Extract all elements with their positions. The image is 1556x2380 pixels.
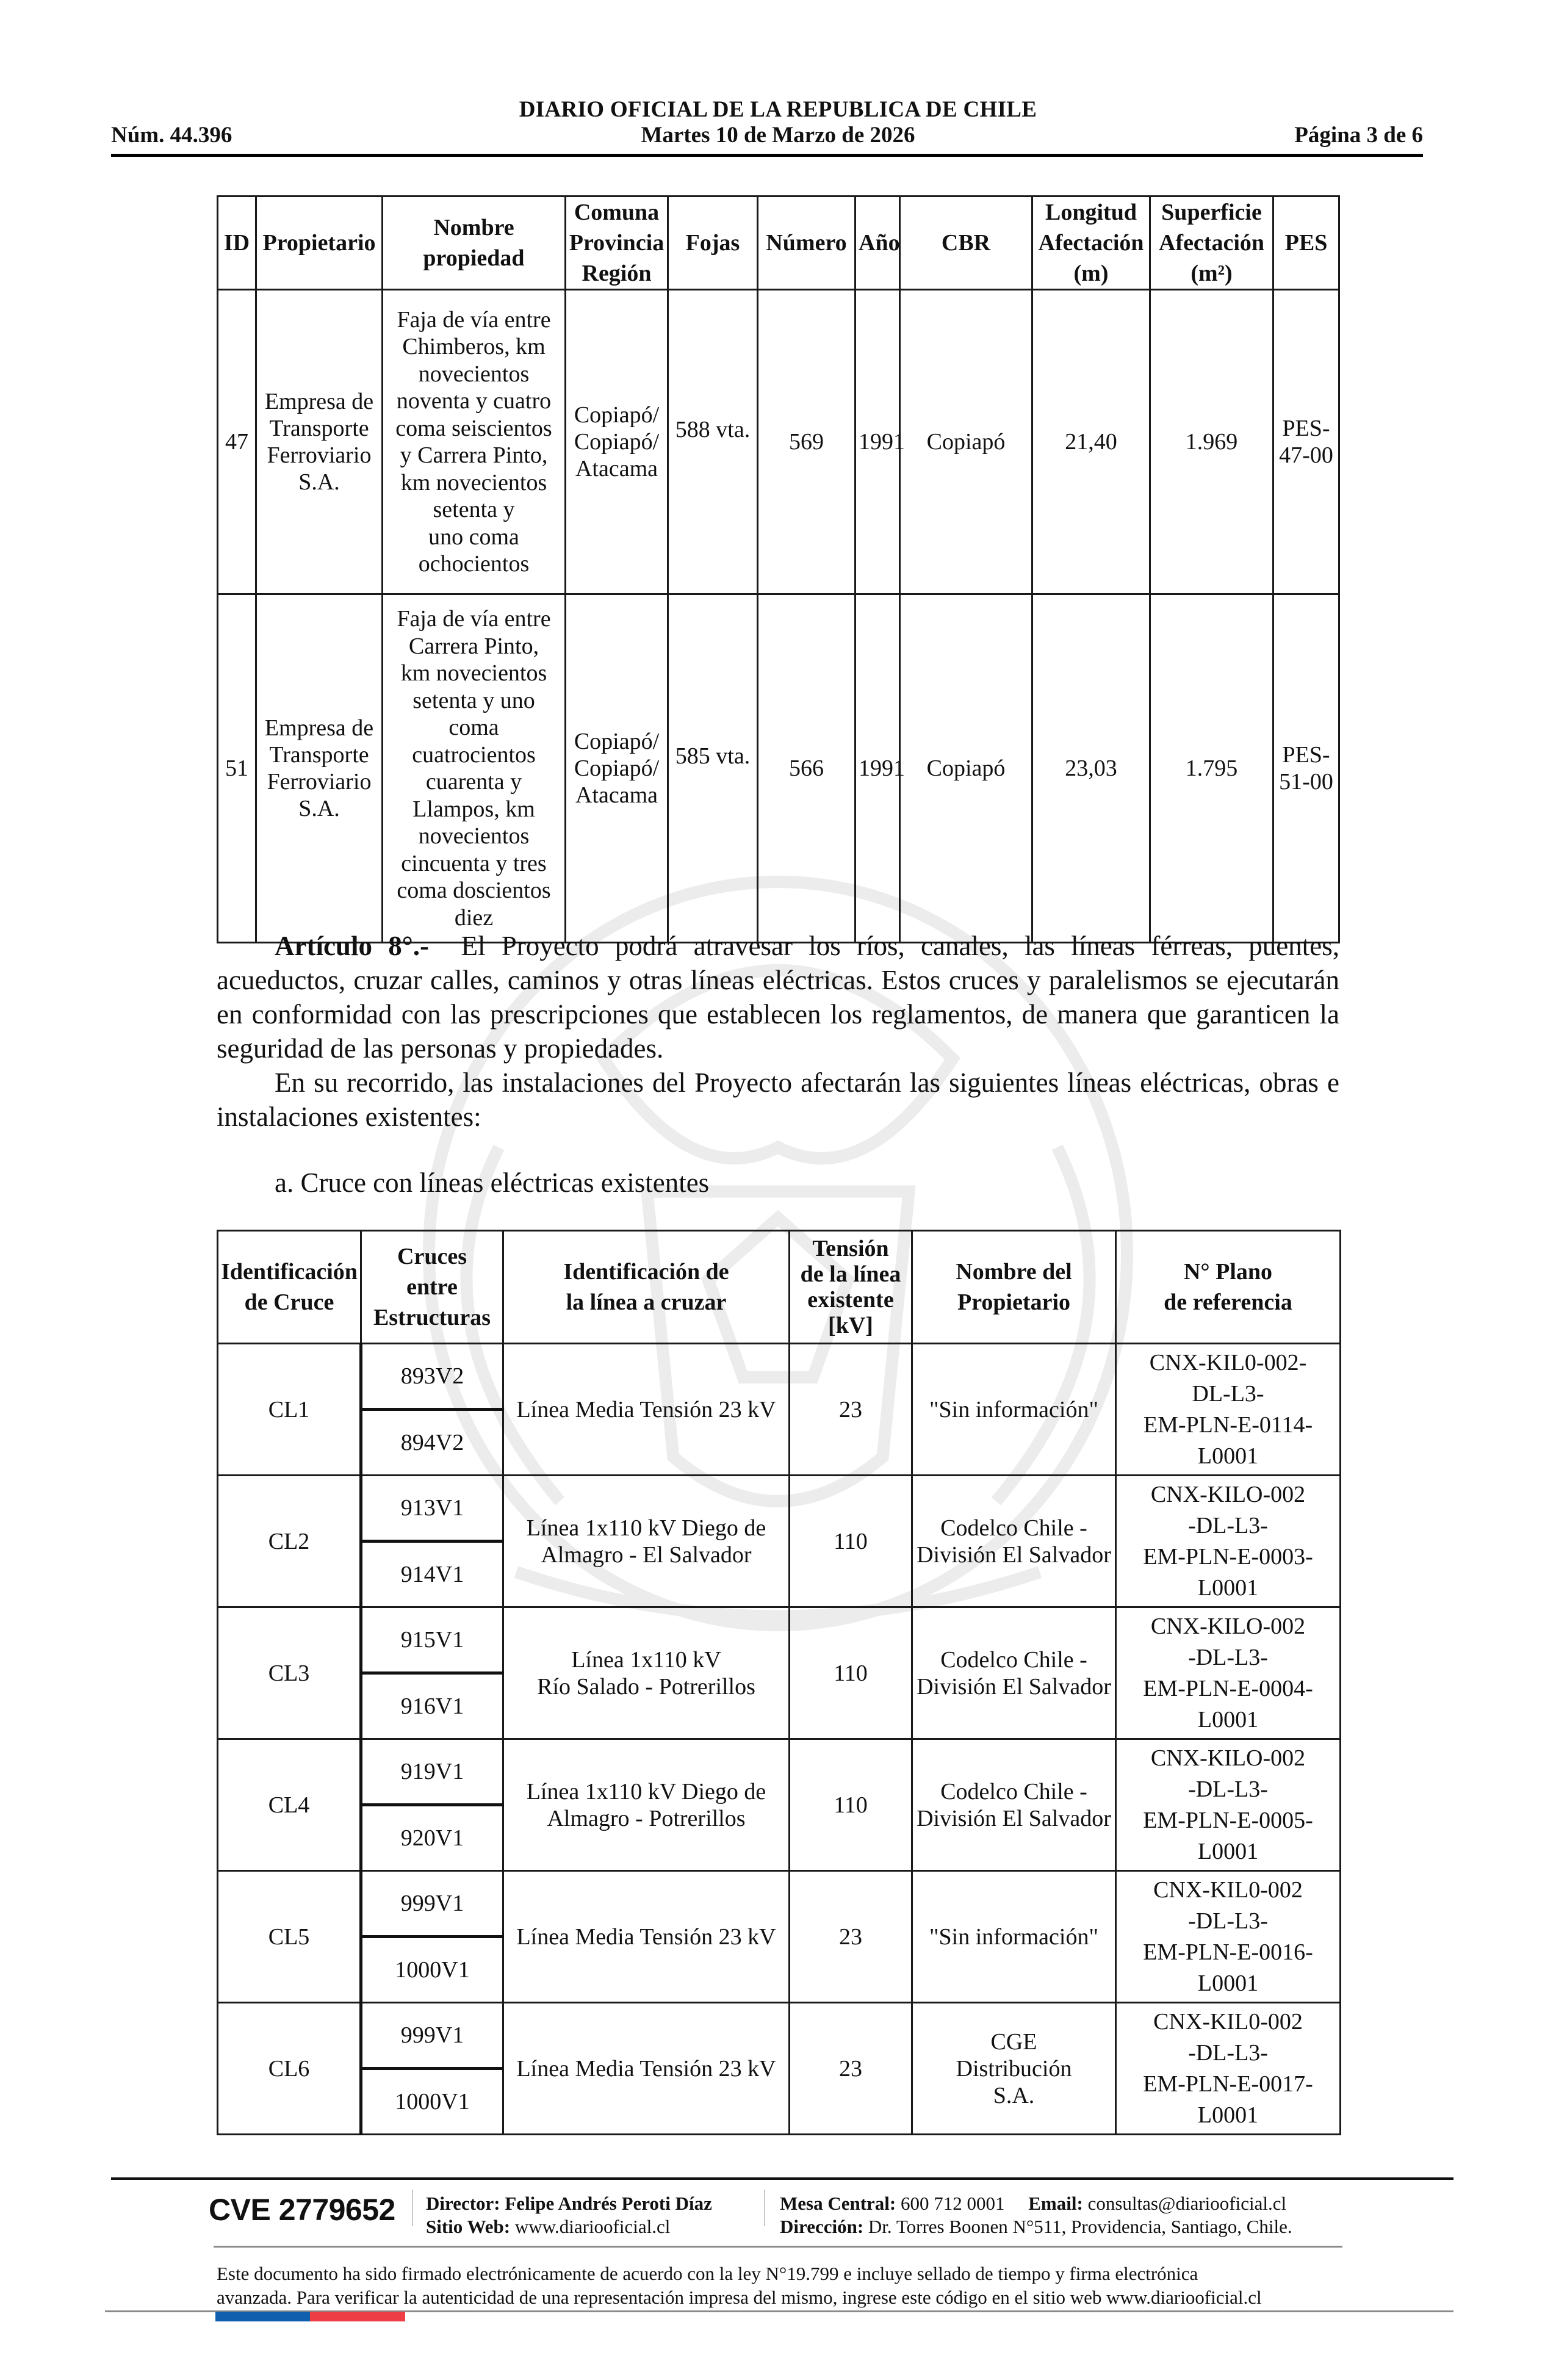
cell-crossing-id: CL6 — [218, 2003, 361, 2135]
cell-superficie: 1.795 — [1150, 594, 1273, 943]
table-row — [218, 1607, 1341, 1673]
cell-structure-from: 915V1 — [361, 1607, 503, 1673]
cell-fojas: 585 vta. — [668, 594, 758, 943]
cell-crossing-id: CL5 — [218, 1871, 361, 2003]
cell-superficie: 1.969 — [1150, 290, 1273, 594]
cell-cbr: Copiapó — [900, 290, 1032, 594]
cell-plan-reference: CNX-KIL0-002 -DL-L3- EM-PLN-E-0016- L0001 — [1116, 1871, 1341, 2003]
col-header-id: ID — [218, 197, 256, 290]
cell-structure-to: 920V1 — [361, 1805, 503, 1871]
address-label: Dirección: — [780, 2216, 864, 2237]
address-value: Dr. Torres Boonen N°511, Providencia, Santiago, Chile. — [868, 2216, 1292, 2237]
cell-voltage: 110 — [790, 1476, 912, 1607]
web-link[interactable]: www.diariooficial.cl — [514, 2216, 671, 2237]
page-indicator: Página 3 de 6 — [1294, 123, 1423, 148]
issue-date: Martes 10 de Marzo de 2026 — [641, 123, 915, 148]
table-row — [218, 1871, 1341, 1937]
cell-fojas: 588 vta. — [668, 290, 758, 594]
header-divider — [111, 154, 1423, 157]
cell-cbr: Copiapó — [900, 594, 1032, 943]
table-row — [218, 2003, 1341, 2069]
col-header-propietario: Nombre del Propietario — [912, 1231, 1116, 1344]
cell-voltage: 110 — [790, 1739, 912, 1871]
col-header-cruces-estructuras: Cruces entre Estructuras — [361, 1231, 503, 1344]
cell-structure-from: 999V1 — [361, 1871, 503, 1937]
cell-id: 51 — [218, 594, 256, 943]
cell-voltage: 110 — [790, 1607, 912, 1739]
footer-separator — [764, 2190, 765, 2226]
cell-plan-reference: CNX-KIL0-002 -DL-L3- EM-PLN-E-0017- L0001 — [1116, 2003, 1341, 2135]
article-text: El Proyecto podrá atravesar los ríos, canales, las líneas férreas, puentes, acueductos, cruzar calles, caminos y otras líneas eléctricas. Estos cruces y paralelismos se ejecutarán en conformidad con las prescripciones que establecen los reglamentos, de manera que garanticen la seguridad de las personas y propiedades. — [217, 931, 1340, 1064]
cell-numero: 569 — [758, 290, 855, 594]
col-header-longitud: Longitud Afectación (m) — [1032, 197, 1150, 290]
cell-comuna: Copiapó/ Copiapó/ Atacama — [566, 290, 668, 594]
cell-line-name: Línea 1x110 kV Diego de Almagro - Potrerillos — [503, 1739, 790, 1871]
cell-id: 47 — [218, 290, 256, 594]
cell-numero: 566 — [758, 594, 855, 943]
cell-plan-reference: CNX-KILO-002 -DL-L3- EM-PLN-E-0003- L0001 — [1116, 1476, 1341, 1607]
cell-structure-to: 916V1 — [361, 1673, 503, 1739]
cell-plan-reference: CNX-KILO-002 -DL-L3- EM-PLN-E-0004- L0001 — [1116, 1607, 1341, 1739]
phone-label: Mesa Central: — [780, 2193, 896, 2214]
cell-anio: 1991 — [855, 290, 900, 594]
article-8-paragraph — [217, 929, 1339, 1066]
cve-code: CVE 2779652 — [209, 2193, 395, 2227]
cell-line-name: Línea Media Tensión 23 kV — [503, 2003, 790, 2135]
article-label: Artículo 8°.- — [275, 931, 429, 961]
phone-value: 600 712 0001 — [901, 2193, 1005, 2214]
footer-separator — [412, 2190, 413, 2226]
col-header-propietario: Propietario — [256, 197, 383, 290]
col-header-pes: PES — [1273, 197, 1339, 290]
col-header-cbr: CBR — [900, 197, 1032, 290]
newspaper-title: DIARIO OFICIAL DE LA REPUBLICA DE CHILE — [519, 97, 1037, 122]
cell-crossing-id: CL2 — [218, 1476, 361, 1607]
cell-owner: "Sin información" — [912, 1871, 1116, 2003]
cell-structure-from: 999V1 — [361, 2003, 503, 2069]
issue-number: Núm. 44.396 — [111, 123, 232, 148]
cell-structure-to: 914V1 — [361, 1542, 503, 1607]
cell-comuna: Copiapó/ Copiapó/ Atacama — [566, 594, 668, 943]
col-header-plano: N° Plano de referencia — [1116, 1231, 1341, 1344]
section-a-heading: a. Cruce con líneas eléctricas existentes — [275, 1167, 710, 1198]
cell-plan-reference: CNX-KILO-002 -DL-L3- EM-PLN-E-0005- L0001 — [1116, 1739, 1341, 1871]
col-header-identificacion-cruce: Identificación de Cruce — [218, 1231, 361, 1344]
table-row — [218, 1476, 1341, 1542]
cell-owner: "Sin información" — [912, 1344, 1116, 1476]
table-row — [218, 594, 1339, 943]
cell-nombre-propiedad: Faja de vía entre Chimberos, km novecientos noventa y cuatro coma seiscientos y Carrera Pinto, km novecientos setenta y uno coma ochocientos — [383, 290, 566, 594]
footer-divider-top — [111, 2177, 1453, 2180]
footer-divider-mid — [214, 2246, 1342, 2248]
crossings-header-row — [218, 1231, 1341, 1344]
cell-nombre-propiedad: Faja de vía entre Carrera Pinto, km novecientos setenta y uno coma cuatrocientos cuarenta y Llampos, km novecientos cincuenta y tres coma doscientos diez — [383, 594, 566, 943]
email-link[interactable]: consultas@diariooficial.cl — [1087, 2193, 1287, 2214]
footer-director-block — [426, 2192, 712, 2238]
properties-table — [217, 195, 1340, 943]
flag-stripe-blue — [215, 2312, 310, 2321]
cell-line-name: Línea Media Tensión 23 kV — [503, 1871, 790, 2003]
table-row — [218, 290, 1339, 594]
cell-longitud: 23,03 — [1032, 594, 1150, 943]
table-row — [218, 1344, 1341, 1410]
cell-structure-from: 913V1 — [361, 1476, 503, 1542]
properties-header-row — [218, 197, 1339, 290]
table-row — [218, 1739, 1341, 1805]
footer-contact-block — [780, 2192, 1292, 2238]
cell-owner: Codelco Chile - División El Salvador — [912, 1607, 1116, 1739]
col-header-fojas: Fojas — [668, 197, 758, 290]
email-label: Email: — [1028, 2193, 1083, 2214]
article-text-2: En su recorrido, las instalaciones del Proyecto afectarán las siguientes líneas eléctricas, obras e instalaciones existentes: — [217, 1067, 1339, 1132]
cell-structure-to: 1000V1 — [361, 2069, 503, 2135]
legal-notice: Este documento ha sido firmado electrónicamente de acuerdo con la ley N°19.799 e incluye sellado de tiempo y firma electrónica avanzada. Para verificar la autenticidad de una representación impresa del mismo, ingrese este código en el sitio web www.diariooficial.cl — [217, 2263, 1262, 2308]
cell-longitud: 21,40 — [1032, 290, 1150, 594]
cell-crossing-id: CL1 — [218, 1344, 361, 1476]
col-header-tension: Tensión de la línea existente [kV] — [790, 1231, 912, 1344]
col-header-superficie: Superficie Afectación (m²) — [1150, 197, 1273, 290]
cell-propietario: Empresa de Transporte Ferroviario S.A. — [256, 594, 383, 943]
cell-plan-reference: CNX-KIL0-002- DL-L3- EM-PLN-E-0114- L0001 — [1116, 1344, 1341, 1476]
col-header-anio: Año — [855, 197, 900, 290]
cell-owner: Codelco Chile - División El Salvador — [912, 1476, 1116, 1607]
cell-owner: Codelco Chile - División El Salvador — [912, 1739, 1116, 1871]
flag-stripe-red — [310, 2312, 405, 2321]
cell-voltage: 23 — [790, 1871, 912, 2003]
cell-owner: CGE Distribución S.A. — [912, 2003, 1116, 2135]
cell-pes: PES- 47-00 — [1273, 290, 1339, 594]
crossings-table — [217, 1230, 1341, 2135]
cell-line-name: Línea 1x110 kV Río Salado - Potrerillos — [503, 1607, 790, 1739]
cell-crossing-id: CL4 — [218, 1739, 361, 1871]
cell-voltage: 23 — [790, 1344, 912, 1476]
col-header-comuna: Comuna Provincia Región — [566, 197, 668, 290]
col-header-identificacion-linea: Identificación de la línea a cruzar — [503, 1231, 790, 1344]
director-label: Director: — [426, 2193, 500, 2214]
cell-structure-to: 1000V1 — [361, 1937, 503, 2003]
cell-structure-from: 919V1 — [361, 1739, 503, 1805]
cell-voltage: 23 — [790, 2003, 912, 2135]
cell-structure-to: 894V2 — [361, 1410, 503, 1476]
cell-structure-from: 893V2 — [361, 1344, 503, 1410]
cell-line-name: Línea Media Tensión 23 kV — [503, 1344, 790, 1476]
article-8-paragraph-2 — [217, 1066, 1339, 1134]
cell-line-name: Línea 1x110 kV Diego de Almagro - El Salvador — [503, 1476, 790, 1607]
col-header-nombre: Nombre propiedad — [383, 197, 566, 290]
cell-pes: PES- 51-00 — [1273, 594, 1339, 943]
web-label: Sitio Web: — [426, 2216, 511, 2237]
col-header-numero: Número — [758, 197, 855, 290]
cell-propietario: Empresa de Transporte Ferroviario S.A. — [256, 290, 383, 594]
cell-anio: 1991 — [855, 594, 900, 943]
cell-crossing-id: CL3 — [218, 1607, 361, 1739]
director-name: Felipe Andrés Peroti Díaz — [505, 2193, 712, 2214]
